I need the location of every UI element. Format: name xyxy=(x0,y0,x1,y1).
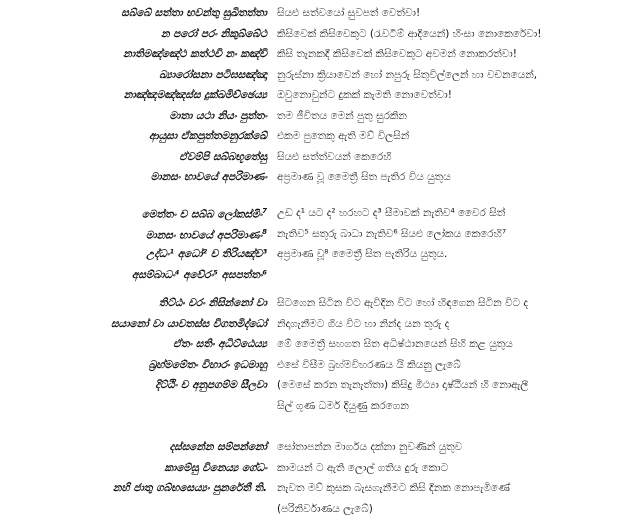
pali-line: තිට්ඨං චරං නිසින්නෝ වා xyxy=(158,297,267,309)
verse-row xyxy=(0,247,622,268)
sinhala-translation-line: නුරුස්නා ක්‍රියාවෙන් හෝ නපුරු සිතුවිල්ලෙන් හා වචනයෙන්, xyxy=(277,68,538,81)
sinhala-translation-line: නිදාගැනීමට ගිය විට හා නින්ද යන තුරු ද xyxy=(277,317,450,330)
sinhala-translation-line: නැවත මව් කුසක බැසගැනීමට කිසි දිනක නොපැමිණේ xyxy=(277,482,510,494)
verse-row xyxy=(0,502,622,523)
sinhala-translation-line: සිටගෙන සිටින විට ඇවිදින විට හෝ හිඳගෙන සිටින විට ද xyxy=(277,297,529,309)
sinhala-translation-line: (පරිනිර්වාණය ලැබේ) xyxy=(277,502,373,515)
sinhala-translation-line: සෝතාපන්න මාර්ගය දක්නා නුවණින් යුතුව xyxy=(277,441,463,453)
sinhala-translation-line: මේ මෛත්‍රී සහගත සිත අධිෂ්ඨානයෙන් සිහි කළ යුතුය xyxy=(277,338,513,350)
pali-line: සබ්බේ සත්තා භවන්තු සුඛිතත්තා xyxy=(121,7,267,19)
sinhala-translation-line: (මෙසේ කරන තැනැත්තා) කිසිදු මිථ්‍යා දෘෂ්ඨියන් හි නොඇලී xyxy=(277,379,529,391)
verse-section-4 xyxy=(0,440,622,522)
verse-row xyxy=(0,481,622,502)
sinhala-translation-line: කිසි තැනකදී කිසිවෙක් කිසිවෙකුට අවමන් නොකරත්වා! xyxy=(277,48,517,60)
verse-row xyxy=(0,296,622,317)
verse-section-3 xyxy=(0,296,622,419)
verse-row xyxy=(0,88,622,109)
verse-row xyxy=(0,358,622,379)
pali-line: න පරෝ පරං නිකුබ්බේථ xyxy=(161,27,267,40)
sinhala-translation-line: නැතිව⁵ සතුරු බාධා නැතිව⁶ සියළු ලෝකය කෙරෙහි⁷ xyxy=(277,227,507,240)
verse-row xyxy=(0,461,622,482)
sinhala-translation-line: කාමයන් ට ඇති ලොල් ගතිය දුරු කොට xyxy=(277,461,449,474)
verse-row xyxy=(0,129,622,150)
footnote-marker: 8 xyxy=(262,227,267,236)
verse-row xyxy=(0,6,622,27)
pali-line: නාතිමඤ්ඤේථ කත්ථචි නං කඤ්චි xyxy=(123,48,267,60)
pali-line: බ්‍රහ්මමේතං විහාරං ඉධමාහු xyxy=(148,358,267,371)
verse-row xyxy=(0,337,622,358)
sinhala-translation-line: අප්‍රමාණ වූ මෛත්‍රී සිත පැතිර විය යුතුය xyxy=(277,171,451,183)
sinhala-translation-line: අප්‍රමාණ වූ⁸ මෛත්‍රී සිත පැතිරිය යුතුය. xyxy=(277,248,448,260)
sinhala-translation-line: එසේ විසීම බ්‍රහ්මවිහරණය යි කියනු ලැබේ xyxy=(277,358,461,371)
verse-row xyxy=(0,47,622,68)
pali-line: දස්සනේන සම්පන්නෝ xyxy=(169,441,267,453)
pali-line: දිට්ඨිං ච අනුපගම්ම සීලවා xyxy=(155,379,267,391)
pali-line: සයානෝ වා යාවතස්ස විගතමිද්ධෝ xyxy=(110,317,267,330)
verse-row xyxy=(0,440,622,461)
verse-section-2 xyxy=(0,206,622,288)
verse-row xyxy=(0,27,622,48)
pali-line: ආයුසා ඒකපුත්තමනුරක්ඛේ xyxy=(148,130,267,142)
verse-row xyxy=(0,206,622,227)
verse-row xyxy=(0,150,622,171)
verse-row xyxy=(0,109,622,130)
verse-row xyxy=(0,399,622,420)
sinhala-translation-line: කිසිවෙක් කිසිවෙකුට (රැවටීම් ආදියෙන්) හිංසා නොකෙරේවා! xyxy=(277,27,542,40)
pali-line: මානසං භාවයේ අපරිමාණං$^8$ xyxy=(145,227,267,241)
sinhala-translation-line: ඔවුනොවුන්ට දුකක් කැමති නොවෙත්වා! xyxy=(277,89,452,101)
verse-row xyxy=(0,378,622,399)
verse-row xyxy=(0,68,622,89)
pali-line: ඒතං සතිං අධිට්ඨෙය්‍ය xyxy=(173,338,267,350)
pali-line: මෙත්තං ච සබ්බ ලෝකස්මිං$^7$ xyxy=(141,207,267,221)
footnote-marker: 7 xyxy=(262,207,267,215)
sinhala-translation-line: උඩ ද¹ යට ද² හරහට ද³ සීමාවක් නැතිව⁴ වෛර සිත් xyxy=(277,207,506,219)
verse-row xyxy=(0,227,622,248)
pali-line: අසම්බාධං⁴ අවේරං⁵ අසපත්තං⁶ xyxy=(131,268,267,281)
pali-line: කාමේසු විනෙය්‍ය ගේධං xyxy=(164,461,267,474)
pali-line: මාතා යථා නියං පුත්තං xyxy=(169,109,267,122)
verse-section-1 xyxy=(0,6,622,191)
sinhala-translation-line: එකම පුතෙකු ඇති මව් විලසින් xyxy=(277,130,410,142)
pali-line: නාඤ්ඤමඤ්ඤස්ස දුක්ඛමිච්ඡෙය්‍ය xyxy=(123,89,267,101)
sinhala-translation-line: සිල් ගුණ ධර්ම දියුණු කරගෙන xyxy=(277,399,409,412)
sinhala-translation-line: සියළු සත්වයෝ සුවපත් වෙත්වා! xyxy=(277,7,421,19)
sinhala-translation-line: තම ජීවිතය මෙන් පුතු සුරකින xyxy=(277,109,407,122)
verse-row xyxy=(0,317,622,338)
pali-line: මානසං භාවයේ අපරිමාණං xyxy=(150,171,267,183)
pali-line: ඛ්‍යාරෝසනා පටිඝසඤ්ඤා xyxy=(159,68,267,81)
pali-line: ඒවම්පි සබ්බභූතේසු xyxy=(179,150,267,163)
verse-row xyxy=(0,170,622,191)
sinhala-translation-line: සියළු සත්ත්වයන් කෙරෙහි xyxy=(277,150,392,163)
verse-row xyxy=(0,268,622,289)
pali-line: උද්ධං¹ අධෝ² ච තිරියඤ්ච³ xyxy=(146,248,267,260)
pali-line: නහි ජාතු ගබ්භසෙය්‍යං පුනරේතී ති. xyxy=(112,482,267,494)
